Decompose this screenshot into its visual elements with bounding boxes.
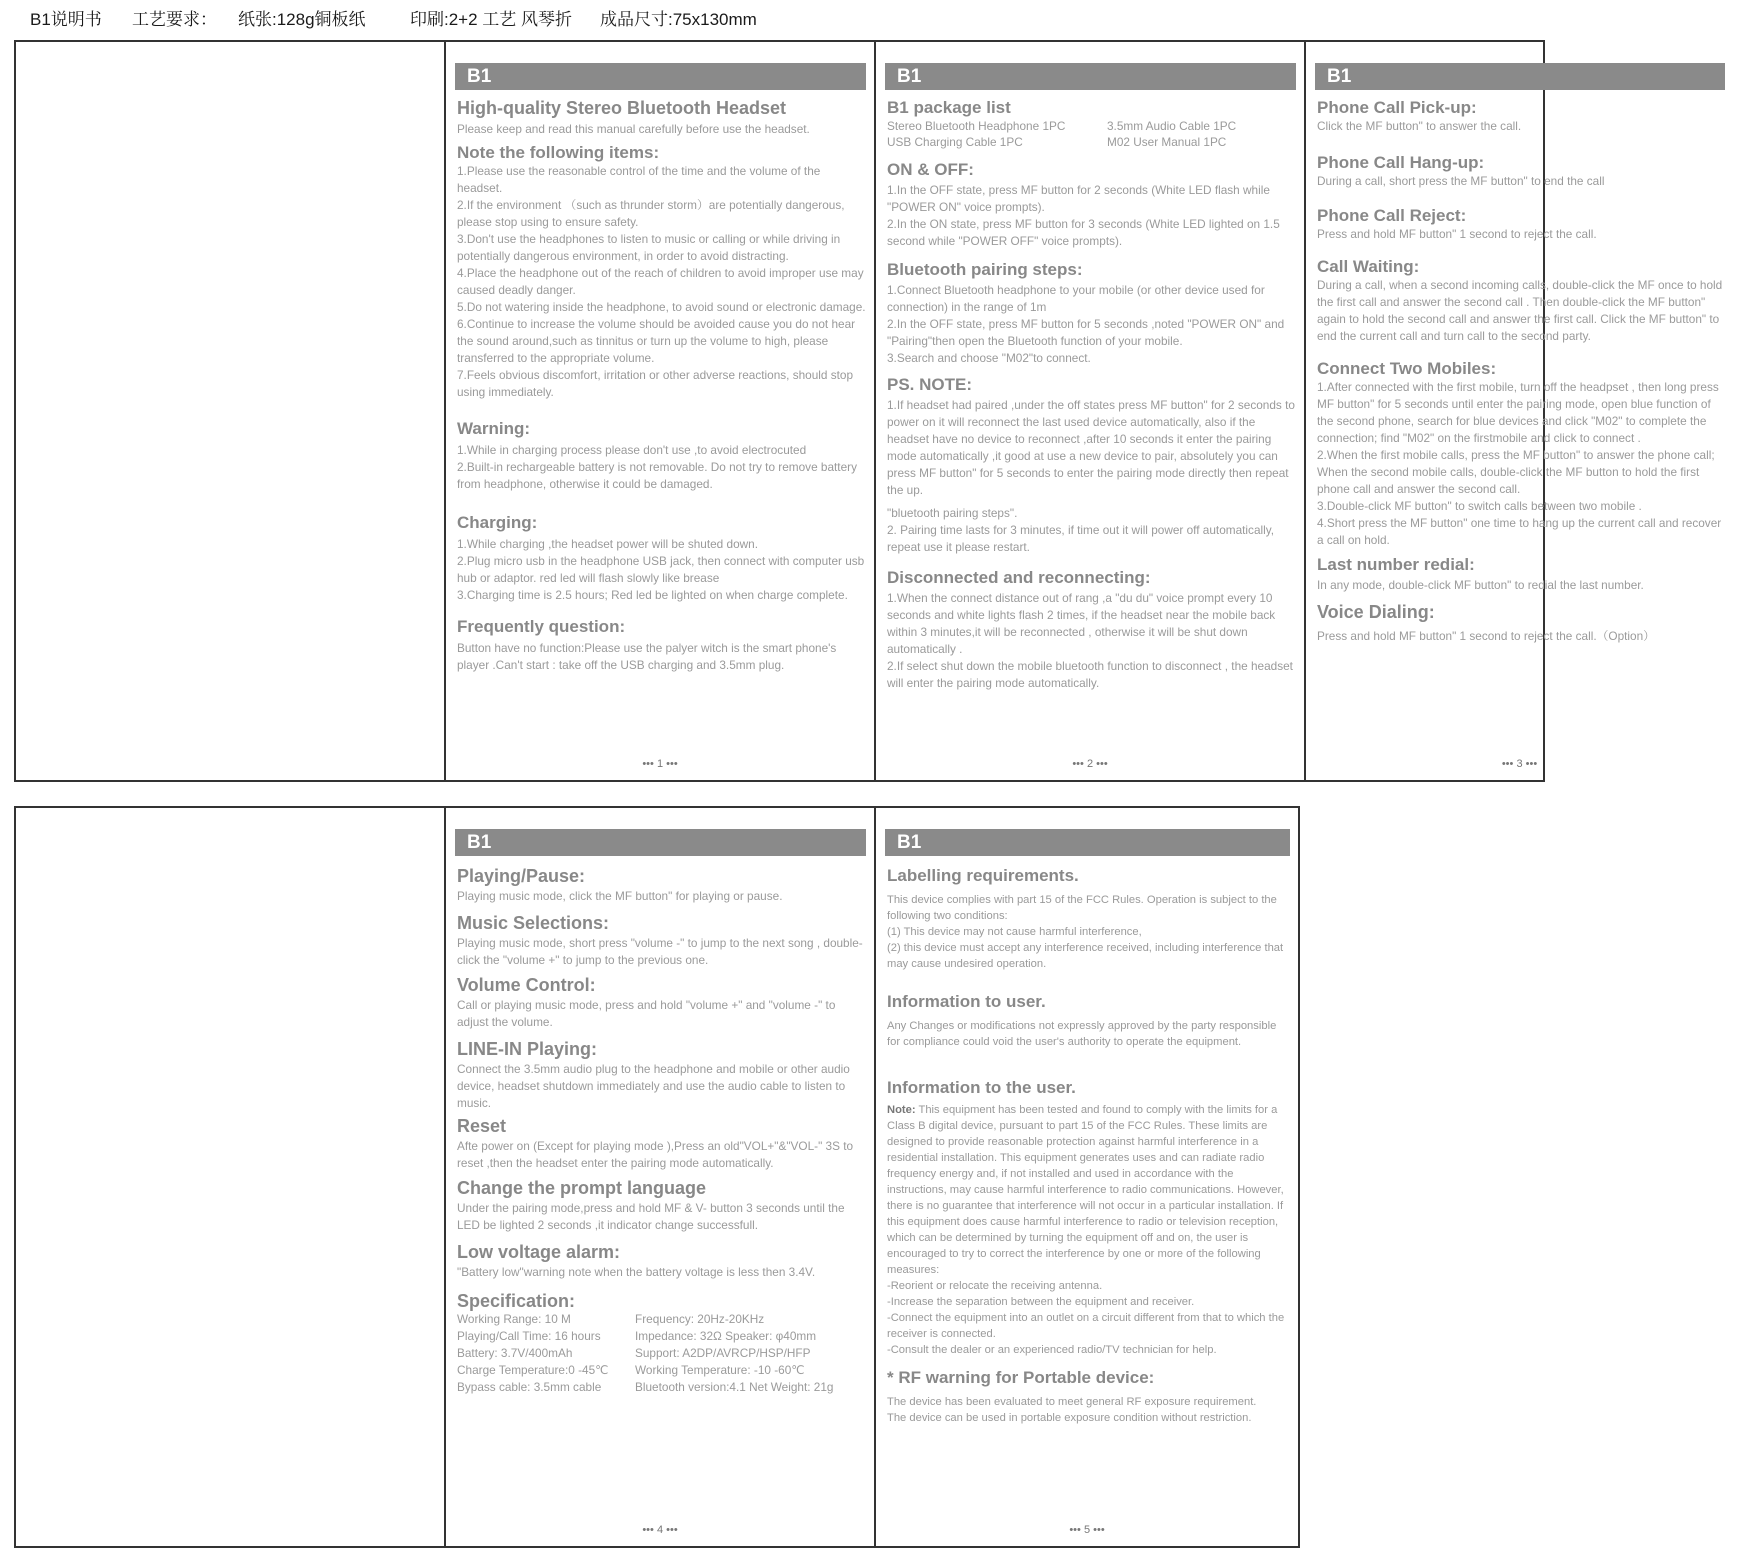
faq-text: Button have no function:Please use the palyer witch is the smart phone's player .Can't start : take off the USB charging and 3.5mm plug. — [457, 641, 837, 672]
bottom-row-frame — [14, 806, 1300, 1548]
table-row: Bypass cable: 3.5mm cable Bluetooth version:4.1 Net Weight: 21g — [457, 1380, 834, 1394]
two-mobiles-heading: Connect Two Mobiles: — [1317, 359, 1497, 378]
pickup-heading: Phone Call Pick-up: — [1317, 98, 1477, 117]
reset-text: Afte power on (Except for playing mode ),Press an old"VOL+"&"VOL-" 3S to reset ,then the headset enter the pairing mode automatically. — [457, 1139, 854, 1170]
play-heading: Playing/Pause: — [457, 866, 586, 886]
info-user-heading: Information to user. — [887, 992, 1046, 1011]
table-row: Battery: 3.7V/400mAh Support: A2DP/AVRCP/HSP/HFP — [457, 1346, 811, 1360]
spec-table — [457, 1311, 868, 1396]
labelling-heading: Labelling requirements. — [887, 866, 1079, 885]
page-number: ••• 2 ••• — [1072, 758, 1108, 770]
page-header-bar: B1 — [885, 63, 1296, 90]
warning-text: 1.While in charging process please don't use ,to avoid electrocuted 2.Built-in rechargeable battery is not removable. Do not try to remove battery from headphone, otherwise it could be damaged. — [457, 443, 857, 491]
table-row: Working Range: 10 M Frequency: 20Hz-20KHz — [457, 1312, 765, 1326]
note-text: 1.Please use the reasonable control of the time and the volume of the headset. 2.If the environment （such as thrunder storm）are potentially dangerous, please stop using to ensure safety. 3.Don't use the headphones to listen to music or calling or while driving in potentially dangerous environment, in order to avoid distracting. 4.Place the headphone out of the reach of children to avoid improper use may caused deadly danger. 5.Do not watering inside the headphone, to avoid sound or electronic damage. 6.Continue to increase the volume should be avoided cause you do not hear the sound around,such as tinnitus or turn up the volume to high, please transferred to the appropriate volume. 7.Feels obvious discomfort, irritation or other adverse reactions, should stop using immediately. — [457, 164, 866, 399]
page-header-bar: B1 — [455, 63, 866, 90]
table-row: Playing/Call Time: 16 hours Impedance: 32Ω Speaker: φ40mm — [457, 1329, 817, 1343]
page-header-bar: B1 — [1315, 63, 1725, 90]
page-header-bar: B1 — [885, 829, 1290, 856]
labelling-text: This device complies with part 15 of the FCC Rules. Operation is subject to the following two conditions: (1) This device may not cause harmful interference, (2) this device must accept any interference received, including interference that may cause undesired operation. — [887, 894, 1284, 970]
ps-note-text: 1.If headset had paired ,under the off states press MF button" for 2 seconds to power on it will reconnect the last used device automatically, also if the headset have no device to reconnect ,after 10 seconds it enter the pairing mode automatically ,it good at use a new device to pair, absolutely you can press MF button" for 5 seconds to enter the pairing mode directly then repeat the up. — [887, 398, 1295, 497]
page-2 — [876, 42, 1306, 780]
page-number: ••• 3 ••• — [1501, 758, 1538, 770]
onoff-text: 1.In the OFF state, press MF button for 2 seconds (White LED flash while "POWER ON" voice prompts). 2.In the ON state, press MF button for 3 seconds (White LED lighted on 1.5 second while "POWER OFF" voice prompts). — [887, 183, 1280, 248]
waiting-heading: Call Waiting: — [1317, 257, 1420, 276]
hangup-heading: Phone Call Hang-up: — [1317, 153, 1485, 172]
pairing-heading: Bluetooth pairing steps: — [887, 260, 1083, 279]
size-spec: 成品尺寸:75x130mm — [600, 9, 757, 29]
note-label: Note: — [887, 1104, 916, 1116]
play-text: Playing music mode, click the MF button" for playing or pause. — [457, 889, 783, 903]
disconnect-heading: Disconnected and reconnecting: — [887, 568, 1151, 587]
music-heading: Music Selections: — [457, 913, 610, 933]
voice-dial-text: Press and hold MF button" 1 second to reject the call.（Option） — [1317, 629, 1655, 643]
two-mobiles-text: 1.After connected with the first mobile, turn off the headpset , then long press MF button" for 5 seconds until enter the pairing mode, open blue function of the second phone, search for blue devices and click "M02" to complete the connection; find "M02" on the firstmobile and click to connect . 2.When the first mobile calls, press the MF button" to answer the phone call; When the second mobile calls, double-click the MF button to hold the first phone call and answer the second call. 3.Double-click MF button" to switch calls between two mobile . 4.Short press the MF button" one time to hang up the current call and recover a call on hold. — [1317, 380, 1722, 547]
page-5 — [876, 808, 1298, 1546]
charging-heading: Charging: — [457, 513, 538, 532]
info-user-text: Any Changes or modifications not expressly approved by the party responsible for compliance could void the user's authority to operate the equipment. — [887, 1020, 1277, 1048]
linein-heading: LINE-IN Playing: — [457, 1039, 598, 1059]
language-heading: Change the prompt language — [457, 1178, 707, 1198]
voice-dial-heading: Voice Dialing: — [1317, 602, 1435, 622]
language-text: Under the pairing mode,press and hold MF & V- button 3 seconds until the LED be lighted 2 seconds ,it indicator change successfull. — [457, 1201, 845, 1232]
disconnect-text: 1.When the connect distance out of rang ,a "du du" voice prompt every 10 seconds and white lights flash 2 times, if the headset near the mobile back within 3 minutes,it will be reconnected , otherwise it will be shut down automatically . 2.If select shut down the mobile bluetooth function to disconnect , the headset will enter the pairing mode automatically. — [887, 591, 1293, 690]
onoff-heading: ON & OFF: — [887, 160, 974, 179]
blank-panel-bottom — [16, 808, 446, 1546]
table-row: Charge Temperature:0 -45℃ Working Temperature: -10 -60℃ — [457, 1363, 805, 1377]
note-heading: Note the following items: — [457, 143, 660, 162]
reject-text: Press and hold MF button" 1 second to reject the call. — [1317, 227, 1597, 241]
intro-text: Please keep and read this manual carefully before use the headset. — [457, 122, 810, 136]
page-number: ••• 4 ••• — [642, 1524, 678, 1536]
fcc-note-text — [887, 1102, 1286, 1358]
list-item: USB Charging Cable 1PC M02 User Manual 1PC — [887, 135, 1227, 149]
ps-note-text-2: "bluetooth pairing steps". 2. Pairing time lasts for 3 minutes, if time out it will power off automatically, repeat use it please restart. — [887, 506, 1275, 554]
hangup-text: During a call, short press the MF button" to end the call — [1317, 174, 1605, 188]
list-item: Stereo Bluetooth Headphone 1PC 3.5mm Audio Cable 1PC — [887, 119, 1237, 133]
spec-heading: Specification: — [457, 1291, 576, 1311]
reset-heading: Reset — [457, 1116, 507, 1136]
doc-title: B1说明书 — [30, 9, 102, 29]
redial-text: In any mode, double-click MF button" to redial the last number. — [1317, 578, 1644, 592]
page-number: ••• 5 ••• — [1069, 1524, 1105, 1536]
low-voltage-text: "Battery low"warning note when the battery voltage is less then 3.4V. — [457, 1265, 816, 1279]
warning-heading: Warning: — [457, 419, 531, 438]
page-3-region — [1306, 42, 1733, 780]
page-number: ••• 1 ••• — [642, 758, 678, 770]
music-text: Playing music mode, short press "volume -" to jump to the next song , double-click the "volume +" to jump to the previous one. — [457, 936, 863, 967]
package-heading: B1 package list — [887, 98, 1011, 117]
pickup-text: Click the MF button" to answer the call. — [1317, 119, 1522, 133]
spec-header — [30, 6, 757, 28]
waiting-text: During a call, when a second incoming calls, double-click the MF once to hold the first call and answer the second call . Then double-click the MF button" again to hold the second call and answer the first call. Click the MF button" to end the current call and turn call to the second party. — [1317, 278, 1723, 343]
info-the-user-heading: Information to the user. — [887, 1078, 1076, 1097]
page-header-bar: B1 — [455, 829, 866, 856]
page-4 — [446, 808, 876, 1546]
reject-heading: Phone Call Reject: — [1317, 206, 1467, 225]
pairing-text: 1.Connect Bluetooth headphone to your mobile (or other device used for connection) in the range of 1m 2.In the OFF state, press MF button for 5 seconds ,noted "POWER ON" and "Pairing"then open the Bluetooth function of your mobile. 3.Search and choose "M02"to connect. — [887, 283, 1285, 365]
rf-warning-text: The device has been evaluated to meet general RF exposure requirement. The device can be used in portable exposure condition without restriction. — [887, 1396, 1257, 1424]
ps-note-heading: PS. NOTE: — [887, 375, 973, 394]
rf-warning-heading: * RF warning for Portable device: — [887, 1368, 1155, 1387]
charging-text: 1.While charging ,the headset power will be shuted down. 2.Plug micro usb in the headphone USB jack, then connect with computer usb hub or adaptor. red led will flash slowly like brease 3.Charging time is 2.5 hours; Red led be lighted on when charge complete. — [457, 537, 865, 602]
faq-heading: Frequently question: — [457, 617, 626, 636]
redial-heading: Last number redial: — [1317, 555, 1475, 574]
headset-title: High-quality Stereo Bluetooth Headset — [457, 98, 787, 118]
fcc-note-body: This equipment has been tested and found to comply with the limits for a Class B digital device, pursuant to part 15 of the FCC Rules. These limits are designed to provide reasonable protection against harmful interference in a residential installation. This equipment generates uses and can radiate radio frequency energy and, if not installed and used in accordance with the instructions, may cause harmful interference to radio communications. However, there is no guarantee that interference will not occur in a particular installation. If this equipment does cause harmful interference to radio or television reception, which can be determined by turning the equipment off and on, the user is encouraged to try to correct the interference by one or more of the following measures: -Reorient or relocate the receiving antenna. -Increase the separation between the equipment and receiver. -Connect the equipment into an outlet on a circuit different from that to which the receiver is connected. -Consult the dealer or an experienced radio/TV technician for help. — [887, 1104, 1285, 1356]
page-1 — [446, 42, 876, 780]
paper-spec: 纸张:128g铜板纸 — [238, 9, 366, 29]
linein-text: Connect the 3.5mm audio plug to the headphone and mobile or other audio device, headset shutdown immediately and use the audio cable to listen to music. — [457, 1062, 850, 1110]
volume-text: Call or playing music mode, press and hold "volume +" and "volume -" to adjust the volume. — [457, 998, 836, 1029]
low-voltage-heading: Low voltage alarm: — [457, 1242, 621, 1262]
print-spec: 印刷:2+2 工艺 风琴折 — [410, 9, 573, 29]
blank-panel-top — [16, 42, 446, 780]
package-list — [887, 118, 1298, 150]
req-label: 工艺要求： — [132, 9, 217, 29]
volume-heading: Volume Control: — [457, 975, 596, 995]
